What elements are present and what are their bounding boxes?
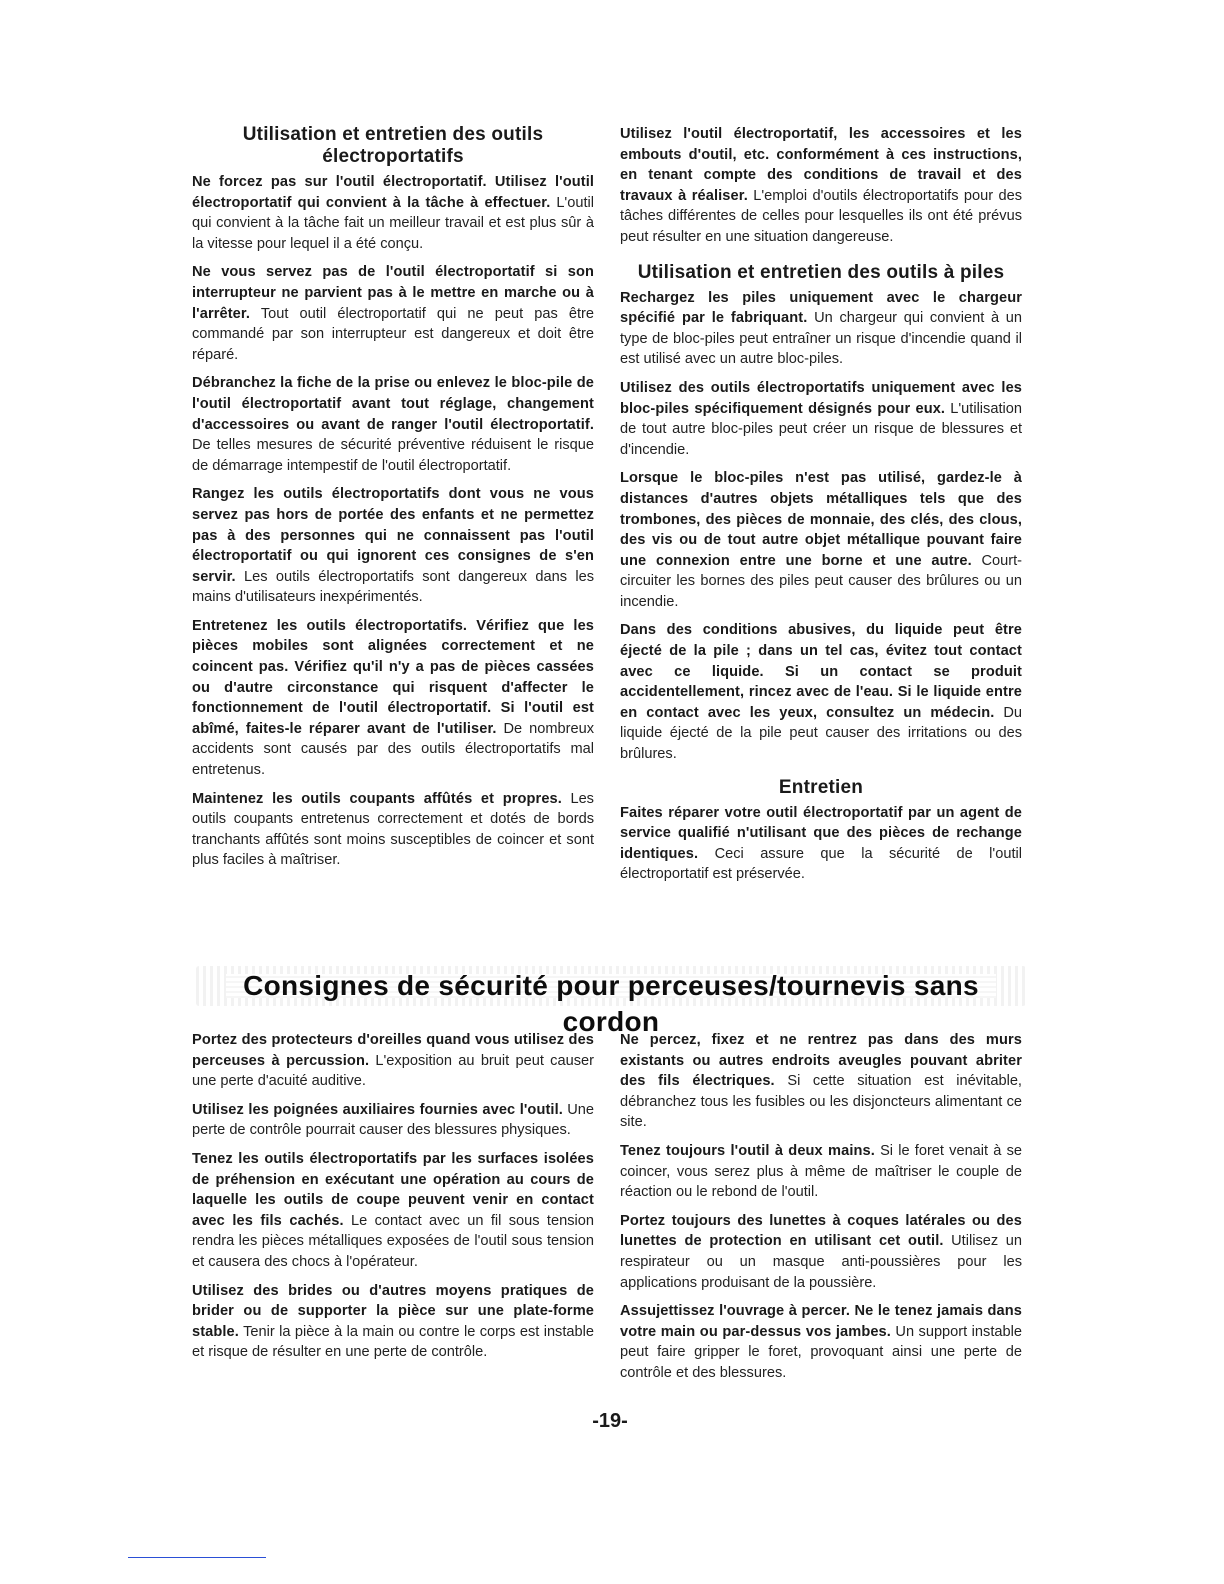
paragraph: Portez toujours des lunettes à coques latérales ou des lunettes de protection en utilisant cet outil. Utilisez un respirateur ou un masque anti-poussières pour les applications produisant de la poussière. xyxy=(620,1212,1022,1291)
section-heading-battery-tool-use: Utilisation et entretien des outils à piles xyxy=(637,261,1005,283)
section-banner xyxy=(196,958,1026,1037)
banner-title: Consignes de sécurité pour perceuses/tournevis sans cordon xyxy=(243,970,979,1037)
section-heading-maintenance: Entretien xyxy=(778,776,864,798)
paragraph: Ne vous servez pas de l'outil électroportatif si son interrupteur ne parvient pas à le mettre en marche ou à l'arrêter. Tout outil électroportatif qui ne peut pas être commandé par son interrupteur est dangereux et doit être réparé. xyxy=(192,264,594,363)
paragraph: Utilisez les poignées auxiliaires fournies avec l'outil. Une perte de contrôle pourrait causer des blessures physiques. xyxy=(192,1101,595,1139)
section-heading-power-tool-use: Utilisation et entretien des outils électroportatifs xyxy=(242,124,544,167)
footnote-rule xyxy=(128,1557,266,1558)
paragraph: Assujettissez l'ouvrage à percer. Ne le tenez jamais dans votre main ou par-dessus vos jambes. Un support instable peut faire gripper le foret, provoquant ainsi une perte de contrôle et des blessures. xyxy=(620,1303,1022,1381)
paragraph: Débranchez la fiche de la prise ou enlevez le bloc-pile de l'outil électroportatif avant tout réglage, changement d'accessoires ou avant de ranger l'outil électroportatif. De telles mesures de sécurité préventive réduisent le risque de démarrage intempestif de l'outil électroportatif. xyxy=(192,375,594,474)
left-column-bottom xyxy=(192,1030,594,1371)
paragraph: Tenez les outils électroportatifs par les surfaces isolées de préhension en exécutant une opération au cours de laquelle les outils de coupe peuvent venir en contact avec les fils cachés. Le contact avec un fil sous tension rendra les pièces métalliques exposées de l'outil sous tension et causera des chocs à l'opérateur. xyxy=(192,1150,594,1270)
paragraph: Portez des protecteurs d'oreilles quand vous utilisez des perceuses à percussion. L'exposition au bruit peut causer une perte d'acuité auditive. xyxy=(192,1032,594,1090)
paragraph: Entretenez les outils électroportatifs. Vérifiez que les pièces mobiles sont alignées correctement et ne coincent pas. Vérifiez qu'il n'y a pas de pièces cassées ou d'autre circonstance qui risquent d'affecter le fonctionnement de l'outil électroportatif. Si l'outil est abîmé, faites-le réparer avant de l'utiliser. De nombreux accidents sont causés par des outils électroportatifs mal entretenus. xyxy=(192,617,594,779)
paragraph: Utilisez l'outil électroportatif, les accessoires et les embouts d'outil, etc. conformément à ces instructions, en tenant compte des conditions de travail et des travaux à réaliser. L'emploi d'outils électroportatifs pour des tâches différentes de celles pour lesquelles ils ont été prévus peut résulter en une situation dangereuse. xyxy=(620,126,1023,245)
paragraph: Lorsque le bloc-piles n'est pas utilisé, gardez-le à distances d'autres objets métalliques tels que des trombones, des pièces de monnaie, des clés, des clous, des vis ou de tout autre objet métallique pouvant faire une connexion entre une borne et une autre. Court-circuiter les bornes des piles peut causer des brûlures ou un incendie. xyxy=(620,470,1023,610)
paragraph: Tenez toujours l'outil à deux mains. Si le foret venait à se coincer, vous serez plus à même de maîtriser le couple de réaction ou le rebond de l'outil. xyxy=(620,1142,1022,1201)
paragraph: Utilisez des outils électroportatifs uniquement avec les bloc-piles spécifiquement désignés pour eux. L'utilisation de tout autre bloc-piles peut créer un risque de blessures et d'incendie. xyxy=(620,379,1022,458)
paragraph: Utilisez des brides ou d'autres moyens pratiques de brider ou de supporter la pièce sur une plate-forme stable. Tenir la pièce à la main ou contre le corps est instable et risque de résulter en une perte de contrôle. xyxy=(192,1282,594,1361)
paragraph: Rechargez les piles uniquement avec le chargeur spécifié par le fabriquant. Un chargeur qui convient à un type de bloc-piles peut entraîner un risque d'incendie quand il est utilisé avec un autre bloc-piles. xyxy=(620,289,1022,368)
paragraph: Dans des conditions abusives, du liquide peut être éjecté de la pile ; dans un tel cas, évitez tout contact avec ce liquide. Si un contact se produit accidentellement, rincez avec de l'eau. Si le liquide entre en contact avec les yeux, consultez un médecin. Du liquide éjecté de la pile peut causer des irritations ou des brûlures. xyxy=(620,622,1022,763)
paragraph: Rangez les outils électroportatifs dont vous ne vous servez pas hors de portée des enfants et ne permettez pas à des personnes qui ne connaissent pas l'outil électroportatif ou qui ignorent ces consignes de s'en servir. Les outils électroportatifs sont dangereux dans les mains d'utilisateurs inexpérimentés. xyxy=(192,486,594,606)
paragraph: Ne forcez pas sur l'outil électroportatif. Utilisez l'outil électroportatif qui convient à la tâche à effectuer. L'outil qui convient à la tâche fait un meilleur travail et est plus sûr à la vitesse pour lequel il a été conçu. xyxy=(192,174,594,252)
left-column-top xyxy=(192,124,594,879)
paragraph: Ne percez, fixez et ne rentrez pas dans des murs existants ou autres endroits aveugles pouvant abriter des fils électriques. Si cette situation est inévitable, débranchez tous les fusibles ou les disjoncteurs alimentant ce site. xyxy=(620,1032,1022,1131)
right-column-bottom xyxy=(620,1030,1022,1392)
right-column-top xyxy=(620,124,1022,893)
page-number: -19- xyxy=(592,1410,628,1432)
paragraph: Faites réparer votre outil électroportatif par un agent de service qualifié n'utilisant que des pièces de rechange identiques. Ceci assure que la sécurité de l'outil électroportatif est préservée. xyxy=(620,804,1022,883)
paragraph: Maintenez les outils coupants affûtés et propres. Les outils coupants entretenus correctement et dotés de bords tranchants affûtés sont moins susceptibles de coincer et sont plus faciles à maîtriser. xyxy=(192,790,594,869)
